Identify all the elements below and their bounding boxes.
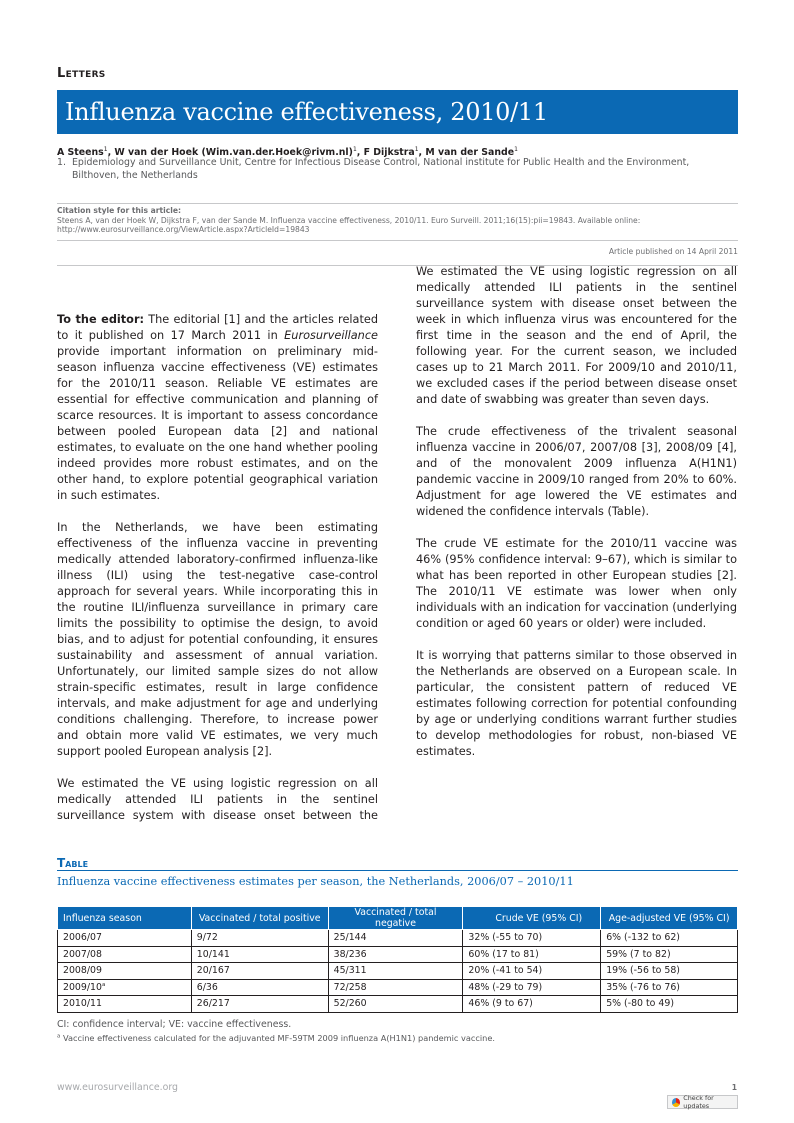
adjusted-ve-cell: 5% (-80 to 49) [601,996,738,1013]
season-cell: 2008/09 [58,963,192,980]
affiliation-mark: 1 [414,146,419,153]
season-cell: 2010/11 [58,996,192,1013]
affiliation-mark: 1 [103,146,108,153]
footnote-mark: a [57,1033,61,1040]
divider [57,203,738,204]
section-label: Letters [57,66,106,81]
table-row [58,946,738,963]
author-name[interactable]: M van der Sande [425,147,515,159]
table-row [58,996,738,1013]
ve-table [57,906,738,1013]
table-rule [57,870,738,871]
author-name[interactable]: F Dijkstra [363,147,415,159]
article-title: Influenza vaccine effectiveness, 2010/11 [65,98,548,126]
crude-ve-cell: 32% (-55 to 70) [463,930,601,947]
citation-block [57,206,738,235]
citation-text[interactable]: Steens A, van der Hoek W, Dijkstra F, van der Sande M. Influenza vaccine effectiveness, 2010/11. Euro Surveill. 2011;16(15):pii=19843. Available online: http://www.eurosurveillance.org/ViewArticle.aspx?ArticleId=19843 [57,215,641,235]
table-row [58,963,738,980]
table-caption: Influenza vaccine effectiveness estimates per season, the Netherlands, 2006/07 – 2010/11 [57,875,574,888]
paragraph: In the Netherlands, we have been estimating effectiveness of the influenza vaccine in preventing medically attended laboratory-confirmed influenza-like illness (ILI) using the test-negative case-control approach for several years. While incorporating this in the routine ILI/influenza surveillance in primary care limits the possibility to optimise the design, to avoid bias, and to adjust for potential confounding, it ensures sustainability and assessment of annual variation. Unfortunately, our limited sample sizes do not allow strain-specific estimates, result in large confidence intervals, and make adjustment for age and underlying conditions challenging. Therefore, to increase power and obtain more valid VE estimates, we very much support pooled European analysis [2]. [57,521,378,758]
divider [57,240,738,241]
column-header: Vaccinated / total negative [328,907,463,930]
column-header: Age-adjusted VE (95% CI) [601,907,738,930]
body-column-right [416,265,737,776]
check-for-updates-label: Check for updates [683,1094,714,1110]
positive-cell: 10/141 [191,946,328,963]
crude-ve-cell: 48% (-29 to 79) [463,979,601,996]
table-header-row [58,907,738,930]
table-row [58,979,738,996]
page-number: 1 [731,1083,737,1092]
journal-name: Eurosurveillance [284,329,378,342]
crude-ve-cell: 20% (-41 to 54) [463,963,601,980]
paragraph: The crude effectiveness of the trivalent seasonal influenza vaccine in 2006/07, 2007/08 [3], 2008/09 [4], and of the monovalent 2009 influenza A(H1N1) pandemic vaccine in 2009/10 ranged from 20% to 60%. Adjustment for age lowered the VE estimates and widened the confidence intervals (Table). [416,425,737,518]
lead-in: To the editor: [57,313,145,326]
negative-cell: 25/144 [328,930,463,947]
negative-cell: 45/311 [328,963,463,980]
column-header: Crude VE (95% CI) [463,907,601,930]
column-header: Vaccinated / total positive [191,907,328,930]
positive-cell: 26/217 [191,996,328,1013]
negative-cell: 72/258 [328,979,463,996]
positive-cell: 9/72 [191,930,328,947]
affiliation-text: Epidemiology and Surveillance Unit, Centre for Infectious Disease Control, National institute for Public Health and the Environment, Bilthoven, the Netherlands [72,157,690,181]
published-date: Article published on 14 April 2011 [608,247,738,256]
title-banner [57,90,738,134]
author-name[interactable]: A Steens [57,147,104,159]
citation-heading: Citation style for this article: [57,206,182,215]
negative-cell: 38/236 [328,946,463,963]
table-footnote: CI: confidence interval; VE: vaccine effectiveness. [57,1019,292,1030]
paragraph-continued: We estimated the VE using logistic regression on all medically attended ILI patients in the sentinel surveillance system with disease onset between the week in which influenza virus was encountered for the first time in the season and the end of April, the following year. For the current season, we included cases up to 21 March 2011. For 2009/10 and 2010/11, we excluded cases if the period between disease onset and date of swabbing was greater than seven days. [416,265,737,406]
adjusted-ve-cell: 6% (-132 to 62) [601,930,738,947]
crude-ve-cell: 46% (9 to 67) [463,996,601,1013]
affiliation [57,157,738,182]
crossmark-icon [672,1098,680,1107]
adjusted-ve-cell: 59% (7 to 82) [601,946,738,963]
table-label: Table [57,856,89,870]
affiliation-mark: 1 [352,146,357,153]
affiliation-number: 1. [57,157,66,168]
crude-ve-cell: 60% (17 to 81) [463,946,601,963]
column-header: Influenza season [58,907,192,930]
footnote-mark: a [101,981,106,988]
check-for-updates-button[interactable] [667,1095,738,1109]
paragraph: It is worrying that patterns similar to those observed in the Netherlands are observed on a European scale. In particular, the consistent pattern of reduced VE estimates following correction for potential confounding by age or underlying conditions warrant further studies to develop methodologies for robust, non-biased VE estimates. [416,649,737,758]
season-cell: 2007/08 [58,946,192,963]
body-column-left [57,312,378,840]
paragraph: To the editor: The editorial [1] and the articles related to it published on 17 March 2011 in Eurosurveillance provide important information on preliminary mid-season influenza vaccine effectiveness (VE) estimates for the 2010/11 season. Reliable VE estimates are essential for effective communication and planning of scarce resources. It is important to assess concordance between pooled European data [2] and national estimates, to evaluate on the one hand whether pooling indeed provides more robust estimates, and on the other hand, to explore potential geographical variation in such estimates. [57,313,379,502]
season-cell: 2009/10$^a$ [58,979,192,996]
author-name[interactable]: W van der Hoek (Wim.van.der.Hoek@rivm.nl) [114,147,353,159]
positive-cell: 20/167 [191,963,328,980]
site-url[interactable]: www.eurosurveillance.org [57,1082,178,1093]
paragraph: The crude VE estimate for the 2010/11 vaccine was 46% (95% confidence interval: 9–67), which is similar to what has been reported in other European studies [2]. The 2010/11 VE estimate was lower when only individuals with an indication for vaccination (underlying condition or aged 60 years or older) were included. [416,537,737,630]
paragraph: We estimated the VE using logistic regression on all medically attended ILI patients in the sentinel surveillance system with disease onset between the [57,777,378,822]
adjusted-ve-cell: 35% (-76 to 76) [601,979,738,996]
author-list: A Steens$^1$, W van der Hoek (Wim.van.der.Hoek@rivm.nl)$^1$, F Dijkstra$^1$, M van der Sande$^1$ [57,146,518,159]
affiliation-mark: 1 [514,146,518,153]
table-footnote: $^a$ Vaccine effectiveness calculated for the adjuvanted MF-59TM 2009 influenza A(H1N1) pandemic vaccine. [57,1033,495,1043]
adjusted-ve-cell: 19% (-56 to 58) [601,963,738,980]
table-row [58,930,738,947]
negative-cell: 52/260 [328,996,463,1013]
season-cell: 2006/07 [58,930,192,947]
positive-cell: 6/36 [191,979,328,996]
